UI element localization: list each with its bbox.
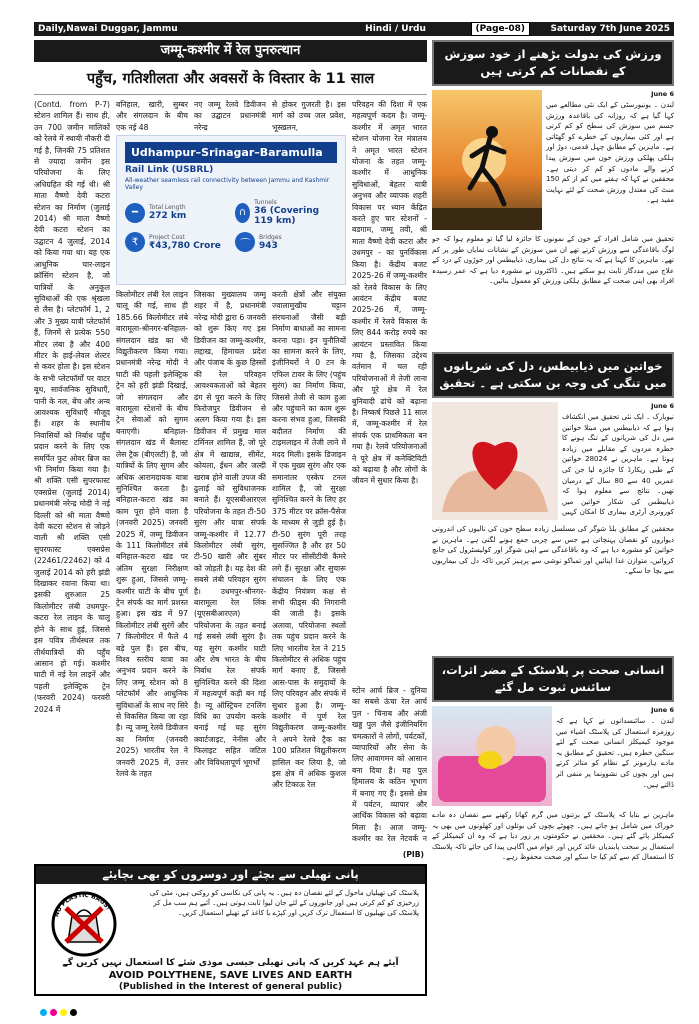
article-column-5-end: स्टोन आर्च ब्रिज - दुनिया का सबसे ऊंचा रेल आर्च पुल - चिनाब और अंजी खड्ड पुल जैसे इंजीनियरिंग चमत्कारों ने लोगों, पर्यटकों, व्यापारियों और सेना के लिए आवागमन को आसान बना दिया है। यह पुल हिमालय के कठिन भूभाग में बनाए गए हैं। इससे क्षेत्र में पर्यटन, व्यापार और आर्थिक विकास को बढ़ावा मिला है। आज जम्मू-कश्मीर का रेल नेटवर्क न: [352, 686, 427, 844]
story1-body: لندن ۔ یونیورسٹی کے ایک نئی مطالعے میں کہا گیا ہے کہ روزانہ کی باقاعدہ ورزش جسم میں سوزش کی سطح کو کم کرتی ہے اور کئی بیماریوں کے خطرے کو گھٹاتی ہے۔ ماہرین کے مطابق چہل قدمی، دوڑ اور ہلکی پھلکی ورزش خون میں سوزش پیدا کرنے والے مادوں کو کم کر دیتی ہے۔ محققین نے کہا کہ ہفتے میں کم از کم 150 منٹ کی معتدل ورزش صحت کے لئے نہایت مفید ہے۔: [546, 101, 674, 205]
stat-value: ₹43,780 Crore: [149, 240, 221, 251]
hindi-article: [34, 40, 427, 860]
story2-headline: خواتین میں ذیابیطس، دل کی شریانوں میں تنگی کی وجہ بن سکتی ہے ۔ تحقیق: [432, 352, 674, 398]
ad-english-slogan: AVOID POLYTHENE, SAVE LIVES AND EARTH: [108, 970, 353, 981]
stat-value: 943: [259, 240, 278, 251]
urdu-column: [432, 40, 674, 996]
ad-urdu-footer: آیئے ہم عہد کریں کہ پانی تھیلی جیسی موذی شئے کا استعمال نہیں کریں گے: [62, 958, 399, 968]
stat-tunnels: [235, 199, 337, 226]
ad-badge-text: NO PLASTIC BAGS!: [53, 891, 112, 918]
infographic-title: Udhampur–Srinagar–Baramulla: [125, 142, 337, 163]
no-plastic-bag-icon: [44, 890, 124, 958]
story2-continued: محققین کے مطابق بلڈ شوگر کی مسلسل زیادہ سطح خون کی نالیوں کی اندرونی دیواروں کو نقصان پہنچاتی ہے جس سے چربی جمع ہونے لگتی ہے۔ ماہرین نے خواتین کو مشورہ دیا ہے کہ وہ باقاعدگی سے اپنی شوگر اور کولیسٹرول کی جانچ کروائیں، متوازن غذا اپنائیں اور تمباکو نوشی سے پرہیز کریں تاکہ دل کی بیماریوں سے بچا جا سکے۔: [432, 525, 674, 576]
infographic-subtitle: Rail Link (USBRL): [125, 165, 214, 175]
article-kicker: जम्मू-कश्मीर में रेल पुनरुत्थान: [34, 40, 427, 62]
stat-label: Bridges: [259, 233, 282, 241]
article-source: (PIB): [402, 850, 424, 859]
heart-icon: [432, 402, 558, 520]
stat-label: Tunnels: [254, 199, 277, 206]
stat-total-length: [125, 199, 227, 226]
track-icon: ━: [125, 203, 145, 223]
yellow-dot-icon: [60, 1009, 67, 1016]
masthead: [34, 22, 674, 36]
article-column-3-top: नए जम्मू रेलवे डिवीजन का उद्घाटन प्रधानमंत्री नरेन्द्र: [194, 100, 266, 132]
stat-label: Total Length: [149, 204, 186, 211]
rupee-icon: ₹: [125, 232, 145, 252]
article-column-4-top: से होकर गुजरती है। इस मार्ग को उच्च जल प्रवेश, भूस्खलन,: [272, 100, 346, 132]
article-column-3: जिसका मुख्यालय जम्मू शहर में है, प्रधानमंत्री नरेन्द्र मोदी द्वारा 6 जनवरी को शुरू किए गए इस डिवीजन का जम्मू-कश्मीर, लद्दाख, हिमाचल प्रदेश और पंजाब के कुछ हिस्सों की रेल परिवहन आवश्यकताओं को बेहतर ढंग से पूरा करने के लिए फिरोजपुर डिवीजन से अलग किया गया है। इस डिवीजन में प्रमुख माल टर्मिनल शामिल हैं, जो पूरे क्षेत्र में खाद्यान्न, सीमेंट, कोयला, ईंधन और जल्दी खराब होने वाली उपज की ढुलाई को सुविधाजनक बनाते हैं। यूएसबीआरएल परियोजना के तहत टी-50 सुरंग और यात्रा संपर्क जम्मू-कश्मीर में 12.77 किलोमीटर लंबी सुरंग, टी-50 खारी और सुंबर को जोड़ती है। यह देश की सबसे लंबी परिवहन सुरंग है। उधमपुर-श्रीनगर-बारामूला रेल लिंक (यूएसबीआरएल) परियोजना के तहत बनाई गई सबसे लंबी सुरंग है। यह सुरंग कश्मीर घाटी और शेष भारत के बीच निर्बाध रेल संपर्क सुनिश्चित करने की दिशा में महत्वपूर्ण कड़ी बन गई है। न्यू ऑस्ट्रियन टनलिंग विधि का उपयोग करके बनाई गई यह सुरंग क्वार्टजाइट, नेनीस और फिलाइट सहित जटिल और विविधतापूर्ण भूगर्भों: [194, 290, 266, 767]
article-column-4: करती क्षेत्रों और संयुक्त ज्वालामुखीय चट्टान संरचनाओं जैसी बड़ी निर्माण बाधाओं का सामना करना पड़ा। इन चुनौतियों का सामना करने के लिए, इंजीनियरों ने 0 टन के एफिल टावर के लिए (पहुंच सुरंग) का निर्माण किया, जिससे तेजी से काम हुआ और पहुंचाने का काम शुरू करना संभव हुआ, जिसकी बदौलत निर्माण की टाइमलाइन में तेजी लाने में मदद मिली। इसके डिजाइन में एक मुख्य सुरंग और एक समानांतर एस्केप टनल शामिल है, जो सुरक्षा सुनिश्चित करने के लिए हर 375 मीटर पर क्रॉस-पैसेज के माध्यम से जुड़ी हुई है। टी-50 सुरंग पूरी तरह सुसज्जित है और हर 50 मीटर पर सीसीटीवी कैमरे लगे हैं। सुरक्षा और सुचारू संचालन के लिए एक केंद्रीय नियंत्रण कक्ष से सभी फीड्स की निगरानी की जाती है। इसके अलावा, परियोजना स्थलों तक पहुंच प्रदान करने के लिए भारतीय रेल ने 215 किलोमीटर से अधिक पहुंच मार्ग बनाए हैं, जिससे आस-पास के समुदायों के लिए परिवहन और संपर्क में सुधार हुआ है। जम्मू-कश्मीर में पूर्ण रेल विद्युतीकरण जम्मू-कश्मीर ने अपने रेलवे ट्रैक का 100 प्रतिशत विद्युतीकरण हासिल कर लिया है, जो इस क्षेत्र में अधिक कुशल और टिकाऊ रेल: [272, 290, 346, 790]
magenta-dot-icon: [50, 1009, 57, 1016]
anti-plastic-advertisement: [34, 864, 427, 996]
stat-project-cost: [125, 232, 227, 252]
story1-continued: تحقیق میں شامل افراد کے خون کے نمونوں کا جائزہ لیا گیا تو معلوم ہوا کہ جو لوگ باقاعدگی سے ورزش کرتے تھے ان میں سوزش کے نشانات نمایاں طور پر کم تھے۔ ماہرین کا کہنا ہے کہ یہ نتائج دل کی بیماری، ذیابیطس اور جوڑوں کے درد کے علاج میں مددگار ثابت ہو سکتے ہیں۔ ڈاکٹروں نے مشورہ دیا ہے کہ عمر رسیدہ افراد بھی اپنی صحت کے مطابق ہلکی ورزش کو معمول بنائیں۔: [432, 235, 674, 286]
baby-icon: [432, 706, 552, 806]
story2-byline: 6 June: [651, 402, 674, 410]
print-registration-marks: [40, 1009, 77, 1016]
stat-bridges: [235, 232, 337, 252]
article-body: [34, 95, 427, 860]
article-column-2-top: बनिहाल, खारी, सुम्बर और संगलदान के बीच एक नई 48: [116, 100, 188, 132]
stat-label: Project Cost: [149, 233, 185, 241]
article-column-5: परिवहन की दिशा में एक महत्वपूर्ण कदम है। जम्मू-कश्मीर में अमृत भारत स्टेशन योजना रेल मंत्रालय ने अमृत भारत स्टेशन योजना के तहत जम्मू-कश्मीर में आधुनिक सुविधाओं, बेहतर यात्री अनुभव और व्यापक शहरी विकास पर ध्यान केंद्रित करते हुए चार स्टेशनों - बडगाम, जम्मू तवी, श्री माता वैष्णो देवी कटरा और उधमपुर - का पुनर्विकास किया है। केंद्रीय बजट 2025-26 में जम्मू-कश्मीर को रेलवे विकास के लिए आवंटन केंद्रीय बजट 2025-26 में, जम्मू-कश्मीर में रेलवे विकास के लिए 844 करोड़ रुपये का आवंटन प्रस्तावित किया गया है, जिसका उद्देश्य वर्तमान में चल रही परियोजनाओं में तेजी लाना और पूरे क्षेत्र में रेल बुनियादी ढांचे को बढ़ाना है। निष्कर्ष पिछले 11 साल में, जम्मू-कश्मीर में रेल संपर्क एक प्राथमिकता बन गया है। रेलवे परियोजनाओं ने पूरे क्षेत्र में कनेक्टिविटी को बढ़ाया है और लोगों के जीवन में सुधार किया है।: [352, 100, 427, 486]
cyan-dot-icon: [40, 1009, 47, 1016]
story3-byline: 6 June: [651, 706, 674, 714]
stat-value: 36 (Covering 119 km): [254, 206, 320, 226]
bridge-icon: ⌒: [235, 232, 255, 252]
tunnel-icon: ∩: [235, 203, 250, 223]
story2-body: نیویارک ۔ ایک نئی تحقیق میں انکشاف ہوا ہے کہ ذیابیطس میں مبتلا خواتین میں دل کی شریانوں کے تنگ ہونے کا خطرہ مردوں کے مقابلے میں زیادہ ہوتا ہے۔ ماہرین نے 28024 خواتین کے طبی ریکارڈ کا جائزہ لیا جن کی عمریں 40 سے 80 سال کے درمیان تھیں۔ نتائج سے معلوم ہوا کہ ذیابیطس کی شکار خواتین میں کورونری آرٹری بیماری کا امکان کہیں: [562, 413, 674, 517]
page-number: (Page-08): [471, 22, 530, 36]
article-headline: पहुँच, गतिशीलता और अवसरों के विस्तार के 11 साल: [34, 62, 427, 95]
story3-body: لندن ۔ سائنسدانوں نے کہا ہے کہ روزمرہ استعمال کی پلاسٹک اشیاء میں موجود کیمیکلز انسانی صحت کے لئے سنگین خطرہ ہیں۔ تحقیق کے مطابق یہ مادے ہارمونز کے نظام کو متاثر کرتے ہیں اور بچوں کی نشوونما پر منفی اثر ڈالتے ہیں۔: [556, 717, 674, 789]
infographic-tagline: All-weather seamless rail connectivity between Jammu and Kashmir Valley: [125, 177, 330, 191]
article-column-1: (Contd. from P-7) स्टेशन शामिल हैं। साथ ही, उन 700 जमीन मालिकों को रेलवे में स्थायी नौकरी दी गई है, जिनकी 75 प्रतिशत से ज्यादा जमीन इस परियोजना के लिए अधिग्रहित की गई थी। श्री माता वैष्णो देवी कटरा स्टेशन का निर्माण (जुलाई 2014) श्री माता वैष्णो देवी कटरा स्टेशन का उद्घाटन 4 जुलाई, 2014 को किया गया था। यह एक आधुनिक चार-लाइन क्रॉसिंग स्टेशन है, जो यात्रियों के अनुकूल सुविधाओं की एक श्रृंखला से लैस है। प्लेटफॉर्म 1, 2 और 3 मुख्य यात्री प्लेटफॉर्म हैं, जिनमें से प्रत्येक 550 मीटर लंबा है और 400 मीटर के हाई-लेवल शेल्टर से कवर होता है। इस स्टेशन के सभी प्लेटफॉर्मों पर वाटर बूथ, सार्वजनिक सुविधाएँ, पानी के नल, बेंच और अन्य आवश्यक सुविधाएँ मौजूद हैं। शहर के स्थानीय निवासियों को निर्बाध पहुँच प्रदान करने के लिए एक समर्पित फुट ओवर ब्रिज का भी निर्माण किया गया है। श्री शक्ति एसी सुपरफास्ट एक्सप्रेस (जुलाई 2014) प्रधानमंत्री नरेन्द्र मोदी ने नई दिल्ली को श्री माता वैष्णो देवी कटरा स्टेशन से जोड़ने वाली श्री शक्ति एसी सुपरफास्ट एक्सप्रेस (22461/22462) को 4 जुलाई 2014 को हरी झंडी दिखाकर रवाना किया था। इसकी शुरुआत 25 किलोमीटर लंबी उधमपुर-कटरा रेल लाइन के चालू होने के साथ हुई, जिससे इस पवित्र तीर्थस्थल तक तीर्थयात्रियों की पहुँच आसान हो गई। कश्मीर घाटी में नई रेल लाइनें और पहली इलेक्ट्रिक ट्रेन (फरवरी 2024) फरवरी 2024 में: [34, 100, 110, 714]
ad-body-text: پلاسٹک کی تھیلیاں ماحول کے لئے نقصان دہ ہیں۔ یہ پانی کی نکاسی کو روکتی ہیں، مٹی کی زرخیزی کو کم کرتی ہیں اور جانوروں کے لئے جان لیوا ثابت ہوتی ہیں۔ آئیے ہم سب مل کر پلاسٹک کی تھیلیوں کا استعمال ترک کریں اور کپڑے یا کاغذ کے تھیلے استعمال کریں۔: [149, 889, 419, 917]
baby-with-toy-photo: [432, 706, 552, 806]
story1-headline: ورزش کی بدولت بڑھنے از خود سوزش کے نقصانات کم کرتی ہیں: [432, 40, 674, 86]
story3-continued: ماہرین نے بتایا کہ پلاسٹک کے برتنوں میں گرم کھانا رکھنے سے نقصان دہ مادے خوراک میں شامل ہو جاتے ہیں۔ چھوٹے بچوں کی بوتلوں اور کھلونوں میں بھی یہ کیمیکلز پائے گئے ہیں۔ محققین نے حکومتوں پر زور دیا ہے کہ وہ ان کیمیکلز کے استعمال پر سخت پابندیاں عائد کریں اور عوام میں آگاہی پیدا کی جائے تاکہ پلاسٹک کا استعمال کم سے کم کیا جا سکے اور صحت محفوظ رہے۔: [432, 811, 674, 862]
story1-byline: 6 June: [651, 90, 674, 98]
usbrl-infographic: [116, 135, 346, 285]
story3-headline: انسانی صحت پر پلاسٹک کے مضر اثرات، سائنس ثبوت مل گئے: [432, 656, 674, 702]
article-column-2: किलोमीटर लंबी रेल लाइन चालू की गई, साथ ही 185.66 किलोमीटर लंबे बारामूला-श्रीनगर-बनिहाल-संगलदान खंड का भी विद्युतीकरण किया गया। प्रधानमंत्री नरेन्द्र मोदी ने घाटी की पहली इलेक्ट्रिक ट्रेन को हरी झंडी दिखाई, जो संगलदान और बारामूला स्टेशनों के बीच ट्रेन सेवाओं को सुगम बनाएगी। बनिहाल-संगलदान खंड में बैलास्ट लेस ट्रैक (बीएलटी) है, जो यात्रियों के लिए सुगम और अधिक आरामदायक यात्रा सुनिश्चित करता है। बनिहाल-कटरा खंड का काम पूरा होने वाला है (जनवरी 2025) जनवरी 2025 में, जम्मू डिवीजन के 111 किलोमीटर लंबे बनिहाल-कटरा खंड पर अंतिम सुरक्षा निरीक्षण शुरू हुआ, जिससे जम्मू-कश्मीर घाटी के बीच पूर्ण ट्रेन संपर्क का मार्ग प्रशस्त हुआ। इस खंड में 97 किलोमीटर लंबी सुरंगें और 7 किलोमीटर में फैले 4 बड़े पुल हैं। इस बीच, विश्व स्तरीय यात्रा का अनुभव प्रदान करने के लिए जम्मू स्टेशन को 8 प्लेटफॉर्म और आधुनिक सुविधाओं के साथ नए सिरे से विकसित किया जा रहा है। न्यू जम्मू रेलवे डिवीजन का निर्माण (जनवरी 2025) भारतीय रेल ने जनवरी 2025 में, उत्तर रेलवे के तहत: [116, 290, 188, 779]
black-dot-icon: [70, 1009, 77, 1016]
running-man-icon: [432, 90, 542, 230]
ad-top-banner: پانی تھیلی سے بچئے اور دوسروں کو بھی بچایئے: [36, 866, 425, 884]
issue-date: Saturday 7th June 2025: [550, 24, 670, 34]
ad-public-interest-note: (Published in the Interest of general public): [118, 982, 343, 992]
jogger-photo: [432, 90, 542, 230]
paper-name: Daily,Nawai Duggar, Jammu: [38, 24, 178, 34]
language-label: Hindi / Urdu: [365, 24, 426, 34]
stat-value: 272 km: [149, 211, 187, 221]
heart-hands-photo: [432, 402, 558, 520]
